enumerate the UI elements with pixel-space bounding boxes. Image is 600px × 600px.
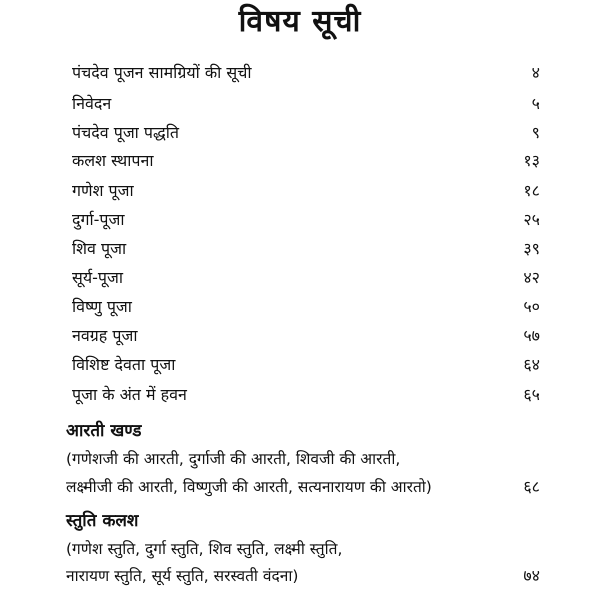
entry-page: ५७ bbox=[523, 326, 540, 345]
entry-label: पूजा के अंत में हवन bbox=[72, 385, 187, 404]
entry-page: १८ bbox=[523, 181, 540, 200]
toc-entry bbox=[72, 265, 540, 291]
aarti-section-page: ६८ bbox=[523, 477, 540, 496]
entry-page: ५ bbox=[531, 94, 540, 113]
stuti-list-line: नारायण स्तुति, सूर्य स्तुति, सरस्वती वंदना) bbox=[66, 567, 299, 585]
entry-page: ५० bbox=[523, 297, 540, 316]
entry-label: गणेश पूजा bbox=[72, 181, 134, 200]
toc-entry bbox=[72, 60, 540, 86]
toc-entry bbox=[72, 323, 540, 349]
entry-page: ४ bbox=[531, 63, 540, 82]
aarti-list-line: (गणेशजी की आरती, दुर्गाजी की आरती, शिवजी की आरती, bbox=[66, 450, 401, 468]
entry-page: ६५ bbox=[523, 385, 540, 404]
toc-entry bbox=[72, 207, 540, 233]
toc-entry bbox=[72, 178, 540, 204]
stuti-section-heading: स्तुति कलश bbox=[66, 511, 139, 531]
toc-entry bbox=[72, 236, 540, 262]
entry-page: ३९ bbox=[523, 239, 540, 258]
entry-label: विशिष्ट देवता पूजा bbox=[72, 355, 176, 374]
page-title: विषय सूची bbox=[238, 4, 362, 39]
toc-entry bbox=[72, 91, 540, 117]
aarti-section-heading: आरती खण्ड bbox=[66, 421, 142, 441]
toc-entry bbox=[72, 382, 540, 408]
toc-entry bbox=[72, 120, 540, 146]
entry-label: कलश स्थापना bbox=[72, 151, 154, 170]
entry-label: दुर्गा-पूजा bbox=[72, 210, 125, 229]
toc-entry bbox=[72, 294, 540, 320]
entry-label: सूर्य-पूजा bbox=[72, 268, 123, 287]
stuti-section-page: ७४ bbox=[523, 566, 540, 585]
entry-page: ९ bbox=[531, 123, 540, 142]
entry-label: पंचदेव पूजा पद्धति bbox=[72, 123, 180, 142]
entry-label: पंचदेव पूजन सामग्रियों की सूची bbox=[72, 63, 252, 82]
entry-page: ४२ bbox=[523, 268, 540, 287]
entry-label: शिव पूजा bbox=[72, 239, 127, 258]
entry-label: नवग्रह पूजा bbox=[72, 326, 138, 345]
entry-page: १३ bbox=[523, 151, 540, 170]
stuti-list-line: (गणेश स्तुति, दुर्गा स्तुति, शिव स्तुति, लक्ष्मी स्तुति, bbox=[66, 540, 343, 558]
aarti-list-line: लक्ष्मीजी की आरती, विष्णुजी की आरती, सत्यनारायण की आरतो) bbox=[66, 478, 432, 496]
entry-page: २५ bbox=[523, 210, 540, 229]
entry-label: विष्णु पूजा bbox=[72, 297, 132, 316]
entry-label: निवेदन bbox=[72, 94, 112, 113]
toc-entry bbox=[72, 352, 540, 378]
toc-entry bbox=[72, 148, 540, 174]
entry-page: ६४ bbox=[523, 355, 540, 374]
